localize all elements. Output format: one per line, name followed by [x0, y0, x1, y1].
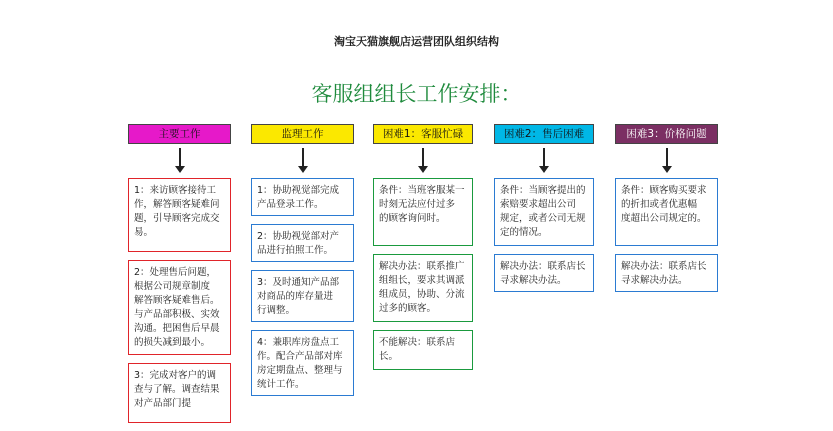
- down-arrow-icon: [662, 146, 672, 174]
- task-box: 1：协助视觉部完成 产品登录工作。: [251, 178, 354, 216]
- page-title: 淘宝天猫旗舰店运营团队组织结构: [334, 35, 499, 48]
- task-box: 解决办法：联系店长 寻求解决办法。: [615, 254, 718, 292]
- task-box: 条件：当顾客提出的 索赔要求超出公司 规定，或者公司无规 定的情况。: [494, 178, 594, 246]
- task-box: 解决办法：联系店长 寻求解决办法。: [494, 254, 594, 292]
- column-difficulty-1: [373, 124, 473, 378]
- task-box: 不能解决：联系店 长。: [373, 330, 473, 370]
- column-header: 困难3：价格问题: [615, 124, 718, 144]
- column-header: 困难1：客服忙碌: [373, 124, 473, 144]
- column-supervision: [251, 124, 354, 404]
- task-box: 条件：顾客购买要求 的折扣或者优惠幅 度超出公司规定的。: [615, 178, 718, 246]
- task-box: 4：兼职库房盘点工 作。配合产品部对库 房定期盘点、整理与 统计工作。: [251, 330, 354, 396]
- main-heading: 客服组组长工作安排：: [311, 82, 522, 106]
- column-header: 困难2：售后困难: [494, 124, 594, 144]
- task-box: 3：及时通知产品部 对商品的库存量进 行调整。: [251, 270, 354, 322]
- column-difficulty-3: [615, 124, 718, 300]
- task-box: 2：协助视觉部对产 品进行拍照工作。: [251, 224, 354, 262]
- down-arrow-icon: [418, 146, 428, 174]
- down-arrow-icon: [175, 146, 185, 174]
- column-header: 主要工作: [128, 124, 231, 144]
- task-box: 2：处理售后问题， 根据公司规章制度 解答顾客疑难售后。 与产品部积极、实效 沟通。把困售后早晨 的损失减到最小。: [128, 260, 231, 355]
- down-arrow-icon: [298, 146, 308, 174]
- column-main-work: [128, 124, 231, 431]
- task-box: 1：来访顾客接待工 作，解答顾客疑难问 题，引导顾客完成交 易。: [128, 178, 231, 252]
- down-arrow-icon: [539, 146, 549, 174]
- column-header: 监理工作: [251, 124, 354, 144]
- task-box: 解决办法：联系推广 组组长，要求其调派 组成员，协助、分流 过多的顾客。: [373, 254, 473, 322]
- column-difficulty-2: [494, 124, 594, 300]
- task-box: 条件：当班客服某一 时刻无法应付过多 的顾客询问时。: [373, 178, 473, 246]
- task-box: 3：完成对客户的调 查与了解。调查结果 对产品部门提: [128, 363, 231, 423]
